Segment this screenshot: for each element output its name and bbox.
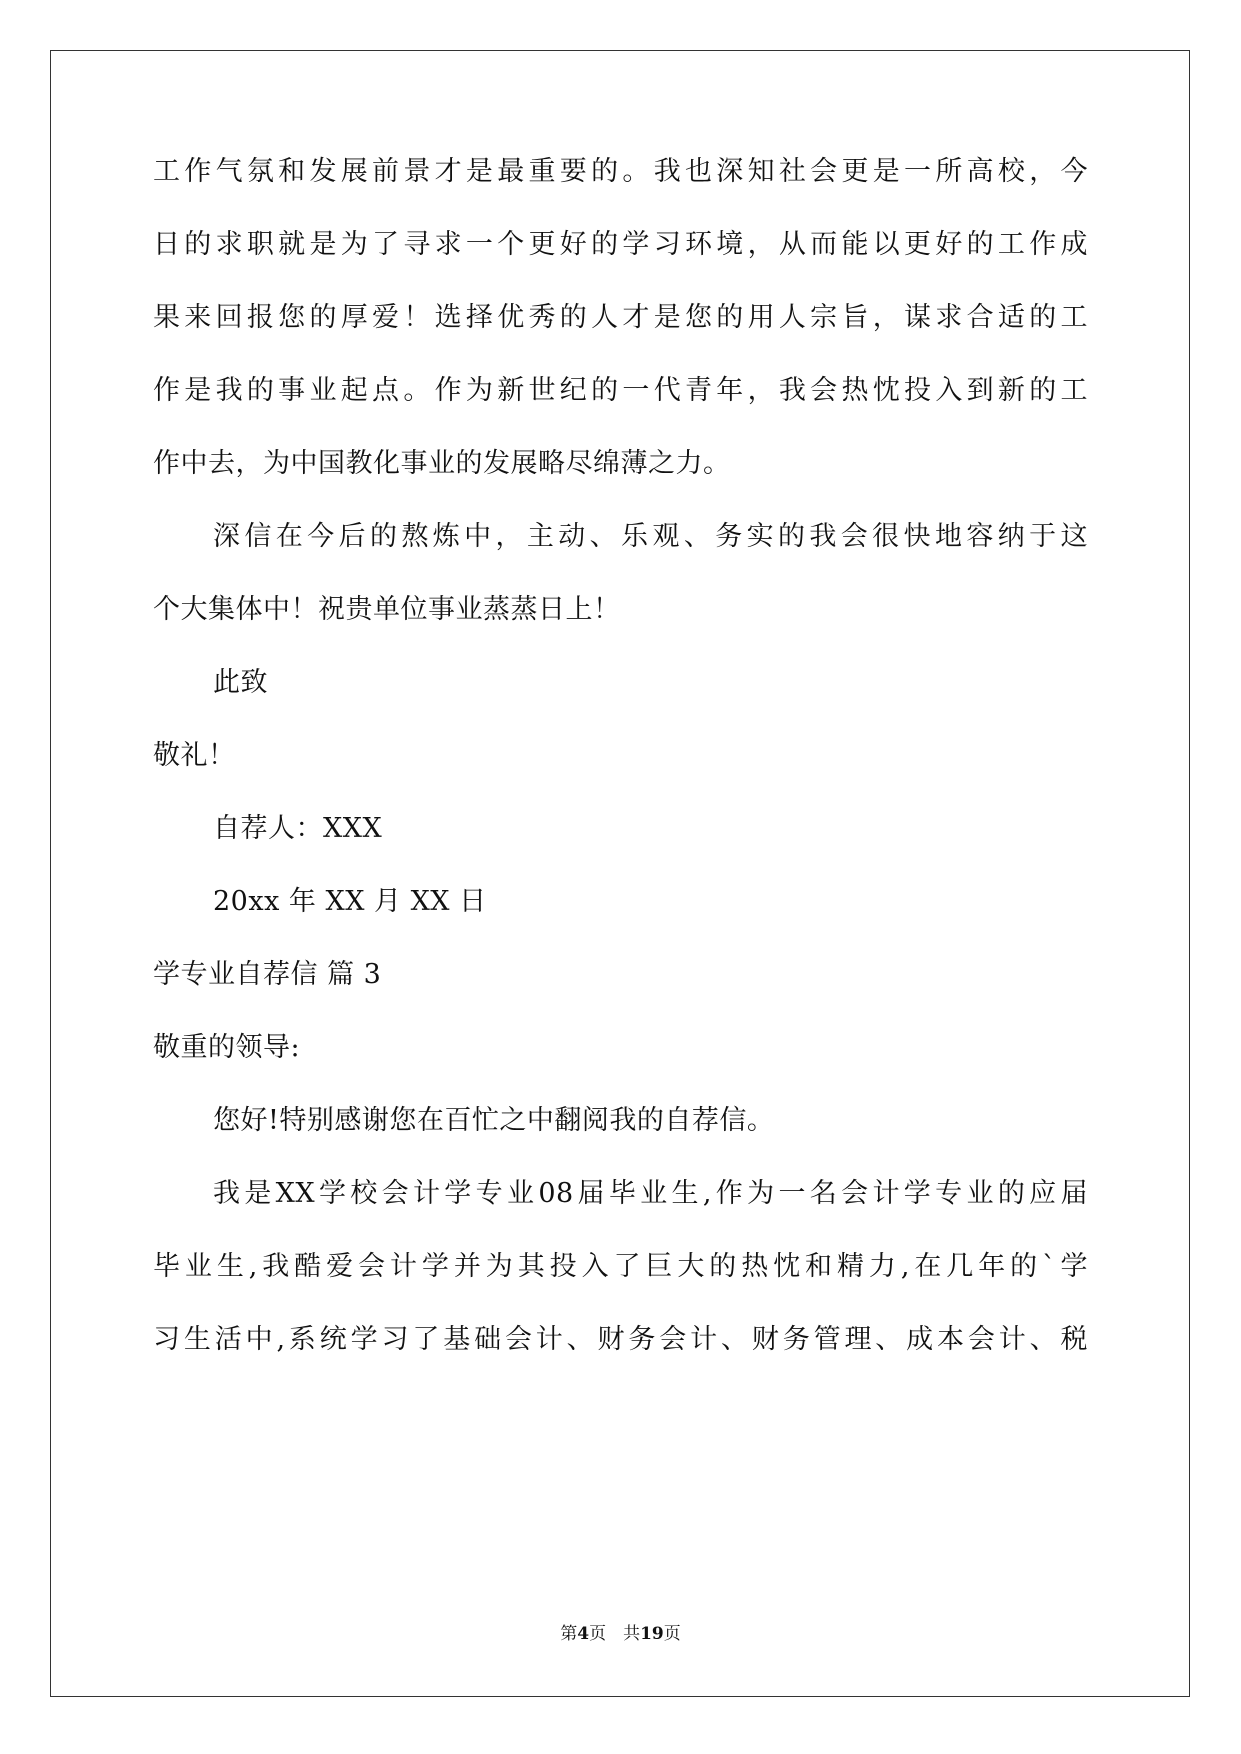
- body-line: 作是我的事业起点。作为新世纪的一代青年，我会热忱投入到新的工: [153, 375, 1088, 406]
- signature-line: 自荐人：XXX: [213, 813, 383, 844]
- footer-prefix: 第: [560, 1624, 578, 1644]
- page-frame: [50, 50, 1190, 1697]
- body-line: 作中去，为中国教化事业的发展略尽绵薄之力。: [153, 448, 731, 479]
- body-line: 日的求职就是为了寻求一个更好的学习环境，从而能以更好的工作成: [153, 229, 1088, 260]
- page-footer: [0, 1622, 1241, 1646]
- footer-mid: 页 共: [589, 1624, 641, 1644]
- body-line: 深信在今后的熬炼中，主动、乐观、务实的我会很快地容纳于这: [213, 521, 1088, 552]
- date-line: 20xx 年 XX 月 XX 日: [213, 886, 487, 917]
- footer-suffix: 页: [663, 1624, 681, 1644]
- body-line: 工作气氛和发展前景才是最重要的。我也深知社会更是一所高校，今: [153, 156, 1088, 187]
- body-line: 习生活中,系统学习了基础会计、财务会计、财务管理、成本会计、税: [153, 1324, 1088, 1355]
- body-line: 您好!特别感谢您在百忙之中翻阅我的自荐信。: [213, 1105, 775, 1136]
- body-line: 我是XX学校会计学专业08届毕业生,作为一名会计学专业的应届: [213, 1178, 1088, 1209]
- closing-salutation: 此致: [213, 667, 268, 698]
- footer-page-total: 19: [640, 1624, 664, 1644]
- body-line: 个大集体中！祝贵单位事业蒸蒸日上！: [153, 594, 621, 625]
- body-line: 果来回报您的厚爱！选择优秀的人才是您的用人宗旨，谋求合适的工: [153, 302, 1088, 333]
- closing-regards: 敬礼！: [153, 740, 236, 771]
- footer-page-number: 4: [577, 1624, 590, 1644]
- section-heading: 学专业自荐信 篇 3: [153, 959, 382, 990]
- body-line: 毕业生,我酷爱会计学并为其投入了巨大的热忱和精力,在几年的`学: [153, 1251, 1088, 1282]
- greeting: 敬重的领导:: [153, 1032, 301, 1063]
